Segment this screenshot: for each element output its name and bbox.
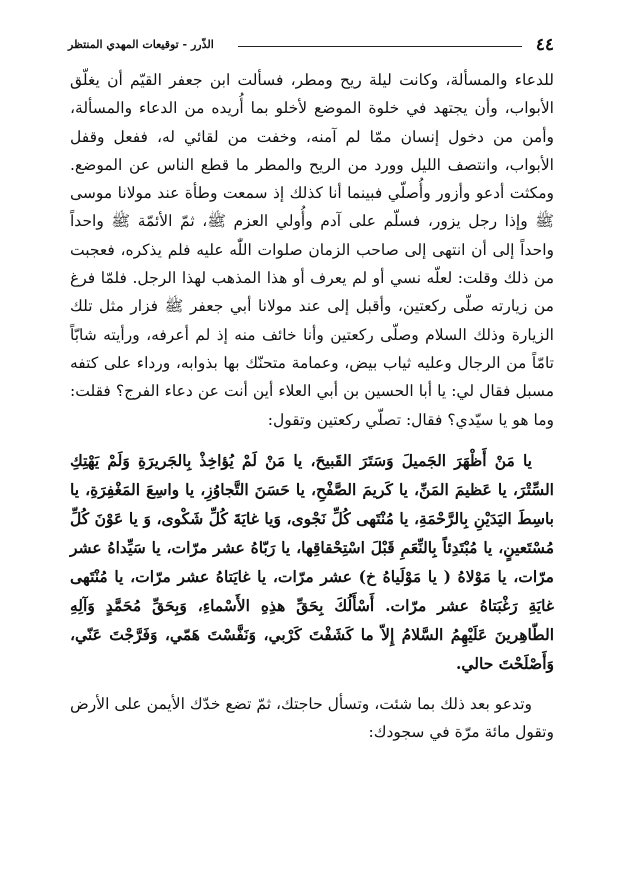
running-title: الذّرر - توقيعات المهدي المنتظر [68, 38, 214, 51]
header-rule [238, 46, 522, 47]
page-header [68, 34, 554, 56]
intro-paragraph: للدعاء والمسألة، وكانت ليلة ريح ومطر، فسألت ابن جعفر القيّم أن يغلّق الأبواب، وأن يجتهد في خلوة الموضع لأخلو بما أُريده من الدعاء والمسألة، وأمن من دخول إنسان ممّا لم آمنه، وخفت من لقائي له، ففعل وقفل الأبواب، وانتصف الليل وورد من الريح والمطر ما قطع الناس عن الموضع. ومكثت أدعو وأزور وأُصلّي فبينما أنا كذلك إذ سمعت وطأة عند مولانا موسى ﷺ وإذا رجل يزور، فسلّم على آدم وأُولي العزم ﷺ، ثمّ الأئمّة ﷺ واحداً واحداً إلى أن انتهى إلى صاحب الزمان صلوات اللّٰه عليه فلم يذكره، فعجبت من ذلك وقلت: لعلّه نسي أو لم يعرف أو هذا المذهب لهذا الرجل. فلمّا فرغ من زيارته صلّى ركعتين، وأقبل إلى عند مولانا أبي جعفر ﷺ فزار مثل تلك الزيارة وذلك السلام وصلّى ركعتين وأنا خائف منه إذ لم أعرفه، ورأيته شابّاً تامّاً من الرجال وعليه ثياب بيض، وعمامة متحنّك بها بذوابه، ورداء على كتفه مسبل فقال لي: يا أبا الحسين بن أبي العلاء أين أنت عن دعاء الفرج؟ فقلت: وما هو يا سيّدي؟ فقال: تصلّي ركعتين وتقول: [70, 71, 554, 429]
body-text [70, 66, 554, 746]
page-number: ٤٤ [535, 35, 554, 55]
closing-paragraph: وتدعو بعد ذلك بما شئت، وتسأل حاجتك، ثمّ تضع خدّك الأيمن على الأرض وتقول مائة مرّة في سجودك: [70, 694, 554, 742]
prayer-paragraph: يا مَنْ أَظْهَرَ الجَميلَ وَسَتَرَ القَبيحَ، يا مَنْ لَمْ يُؤاخِذْ بِالجَريرَةِ وَلَمْ يَهْتِكِ السِّتْرَ، يا عَظيمَ المَنِّ، يا كَريمَ الصَّفْحِ، يا حَسَنَ التَّجاوُزِ، يا واسِعَ المَغْفِرَةِ، يا باسِطَ اليَدَيْنِ بِالرَّحْمَةِ، يا مُنْتَهى كُلِّ نَجْوى، وَيا غايَةَ كُلِّ شَكْوى، وَ يا عَوْنَ كُلِّ مُسْتَعينٍ، يا مُبْتَدِئاً بِالنِّعَمِ قَبْلَ اسْتِحْقاقِها، يا رَبّاهُ عشر مرّات، يا سَيِّداهُ عشر مرّات، يا مَوْلاهُ ( يا مَوْلَياهُ خ) عشر مرّات، يا غايَتاهُ عشر مرّات، يا مُنْتَهى غايَةِ رَغْبَتاهُ عشر مرّات. أَسْأَلُكَ بِحَقِّ هذِهِ الأَسْماءِ، وَبِحَقِّ مُحَمَّدٍ وَآلِهِ الطّاهِرينَ عَلَيْهِمُ السَّلامُ إِلاّ ما كَشَفْتَ كَرْبي، وَنَفَّسْتَ هَمّي، وَفَرَّجْتَ عَنّي، وَأَصْلَحْتَ حالي. [70, 450, 554, 673]
